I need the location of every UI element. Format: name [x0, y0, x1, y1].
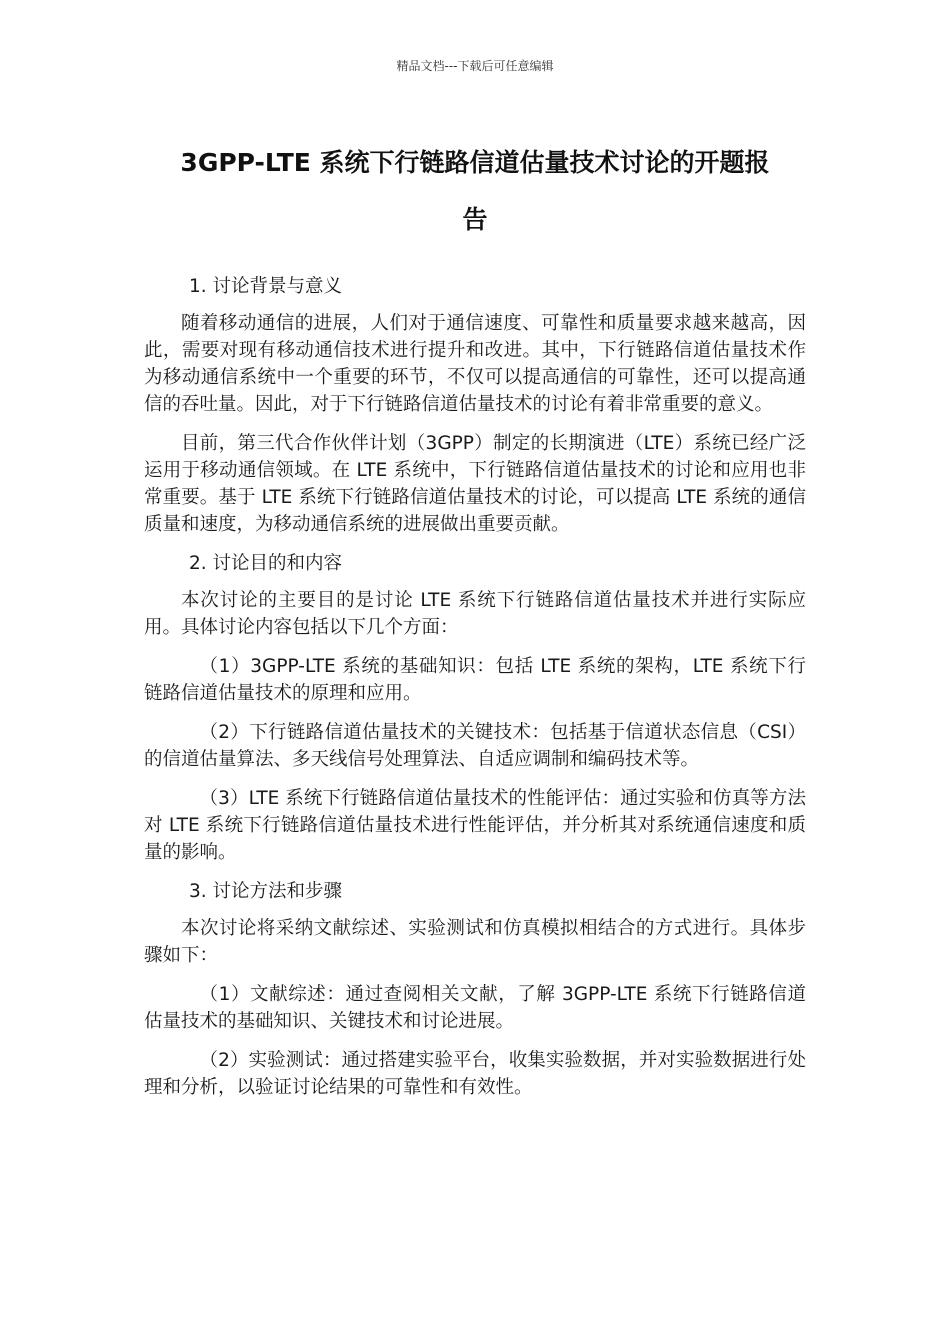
paragraph: 本次讨论的主要目的是讨论 LTE 系统下行链路信道估量技术并进行实际应用。具体讨论内容包括以下几个方面：: [144, 590, 806, 638]
paragraph: 随着移动通信的进展，人们对于通信速度、可靠性和质量要求越来越高，因此，需要对现有移动通信技术进行提升和改进。其中，下行链路信道估量技术作为移动通信系统中一个重要的环节，不仅可以提高通信的可靠性，还可以提高通信的吞吐量。因此，对于下行链路信道估量技术的讨论有着非常重要的意义。: [144, 313, 806, 415]
title-line-1: 3GPP-LTE 系统下行链路信道估量技术讨论的开题报: [180, 148, 770, 177]
list-item: （3）LTE 系统下行链路信道估量技术的性能评估：通过实验和仿真等方法对 LTE 系统下行链路信道估量技术进行性能评估，并分析其对系统通信速度和质量的影响。: [144, 788, 806, 863]
list-item: （2）实验测试：通过搭建实验平台，收集实验数据，并对实验数据进行处理和分析，以验证讨论结果的可靠性和有效性。: [144, 1050, 806, 1098]
list-item: （2）下行链路信道估量技术的关键技术：包括基于信道状态信息（CSI）的信道估量算法、多天线信号处理算法、自适应调制和编码技术等。: [144, 722, 806, 770]
section-heading-methods: 3. 讨论方法和步骤: [189, 881, 343, 902]
title-line-2: 告: [462, 205, 488, 234]
document-body: [144, 273, 806, 1113]
section-heading-goals: 2. 讨论目的和内容: [189, 553, 343, 574]
document-title: [140, 134, 810, 248]
section-heading-background: 1. 讨论背景与意义: [189, 276, 343, 297]
list-item: （1）文献综述：通过查阅相关文献，了解 3GPP-LTE 系统下行链路信道估量技术的基础知识、关键技术和讨论进展。: [144, 984, 806, 1032]
page-header: 精品文档---下载后可任意编辑: [396, 59, 554, 73]
paragraph: 目前，第三代合作伙伴计划（3GPP）制定的长期演进（LTE）系统已经广泛运用于移动通信领域。在 LTE 系统中，下行链路信道估量技术的讨论和应用也非常重要。基于 LTE 系统下行链路信道估量技术的讨论，可以提高 LTE 系统的通信质量和速度，为移动通信系统的进展做出重要贡献。: [144, 433, 806, 535]
list-item: （1）3GPP-LTE 系统的基础知识：包括 LTE 系统的架构，LTE 系统下行链路信道估量技术的原理和应用。: [144, 656, 806, 704]
paragraph: 本次讨论将采纳文献综述、实验测试和仿真模拟相结合的方式进行。具体步骤如下：: [144, 918, 806, 966]
